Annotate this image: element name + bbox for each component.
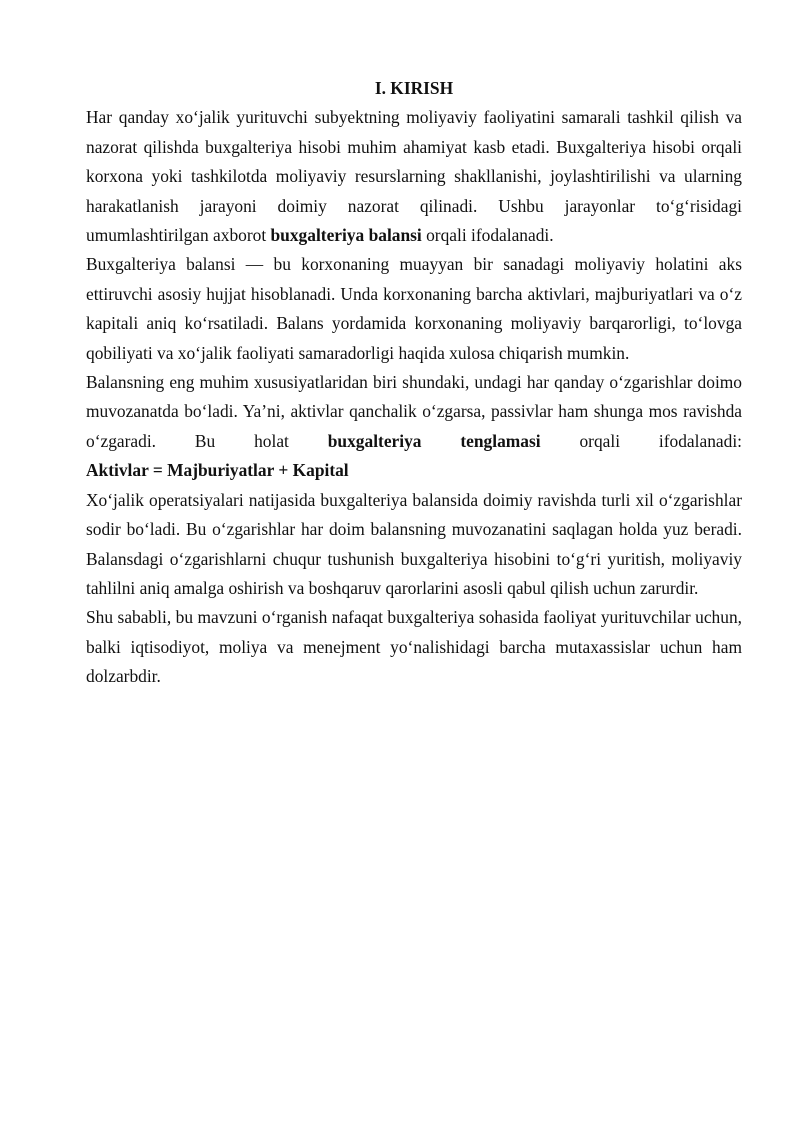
bold-term-balance: buxgalteriya balansi bbox=[270, 225, 422, 246]
section-title: I. KIRISH bbox=[374, 78, 454, 98]
intro-paragraph-5: Shu sababli, bu mavzuni o‘rganish nafaqat buxgalteriya sohasida faoliyat yurituvchilar uchun, balki iqtisodiyot, moliya va menejment yo‘nalishidagi barcha mutaxassislar uchun ham dolzarbdir. bbox=[86, 607, 742, 687]
paragraph-text: Balansning eng muhim xususiyatlaridan biri shundaki, undagi har qanday o‘zgarishlar doimo muvozanatda bo‘ladi. Ya’ni, aktivlar qanchalik o‘zgarsa, passivlar ham shunga mos ravishda o‘zgaradi. Bu holat bbox=[86, 372, 742, 451]
paragraph-text: orqali ifodalanadi. bbox=[421, 225, 554, 246]
accounting-equation: Aktivlar = Majburiyatlar + Kapital bbox=[86, 460, 349, 481]
intro-paragraph-3 bbox=[86, 368, 742, 456]
document-page bbox=[86, 72, 742, 692]
paragraph-text: Har qanday xo‘jalik yurituvchi subyektning moliyaviy faoliyatini samarali tashkil qilish va nazorat qilishda buxgalteriya hisobi muhim ahamiyat kasb etadi. Buxgalteriya hisobi orqali korxona yoki tashkilotda moliyaviy resurslarning shakllanishi, joylashtirilishi va ularning harakatlanish jarayoni doimiy nazorat qilinadi. Ushbu jarayonlar to‘g‘risidagi umumlashtirilgan axborot bbox=[86, 107, 742, 246]
paragraph-text: orqali ifodalanadi: bbox=[540, 430, 742, 451]
intro-paragraph-2: Buxgalteriya balansi — bu korxonaning muayyan bir sanadagi moliyaviy holatini aks ettiruvchi asosiy hujjat hisoblanadi. Unda korxonaning barcha aktivlari, majburiyatlari va o‘z kapitali aniq ko‘rsatiladi. Balans yordamida korxonaning moliyaviy barqarorligi, to‘lovga qobiliyati va xo‘jalik faoliyati samaradorligi haqida xulosa chiqarish mumkin. bbox=[86, 254, 742, 363]
intro-paragraph-4: Xo‘jalik operatsiyalari natijasida buxgalteriya balansida doimiy ravishda turli xil o‘zgarishlar sodir bo‘ladi. Bu o‘zgarishlar har doim balansning muvozanatini saqlagan holda yuz beradi. Balansdagi o‘zgarishlarni chuqur tushunish buxgalteriya hisobini to‘g‘ri yuritish, moliyaviy tahlilni aniq amalga oshirish va boshqaruv qarorlarini asosli qabul qilish uchun zarurdir. bbox=[86, 489, 742, 598]
bold-term-equation: buxgalteriya tenglamasi bbox=[327, 430, 541, 451]
intro-paragraph-1 bbox=[86, 103, 742, 250]
